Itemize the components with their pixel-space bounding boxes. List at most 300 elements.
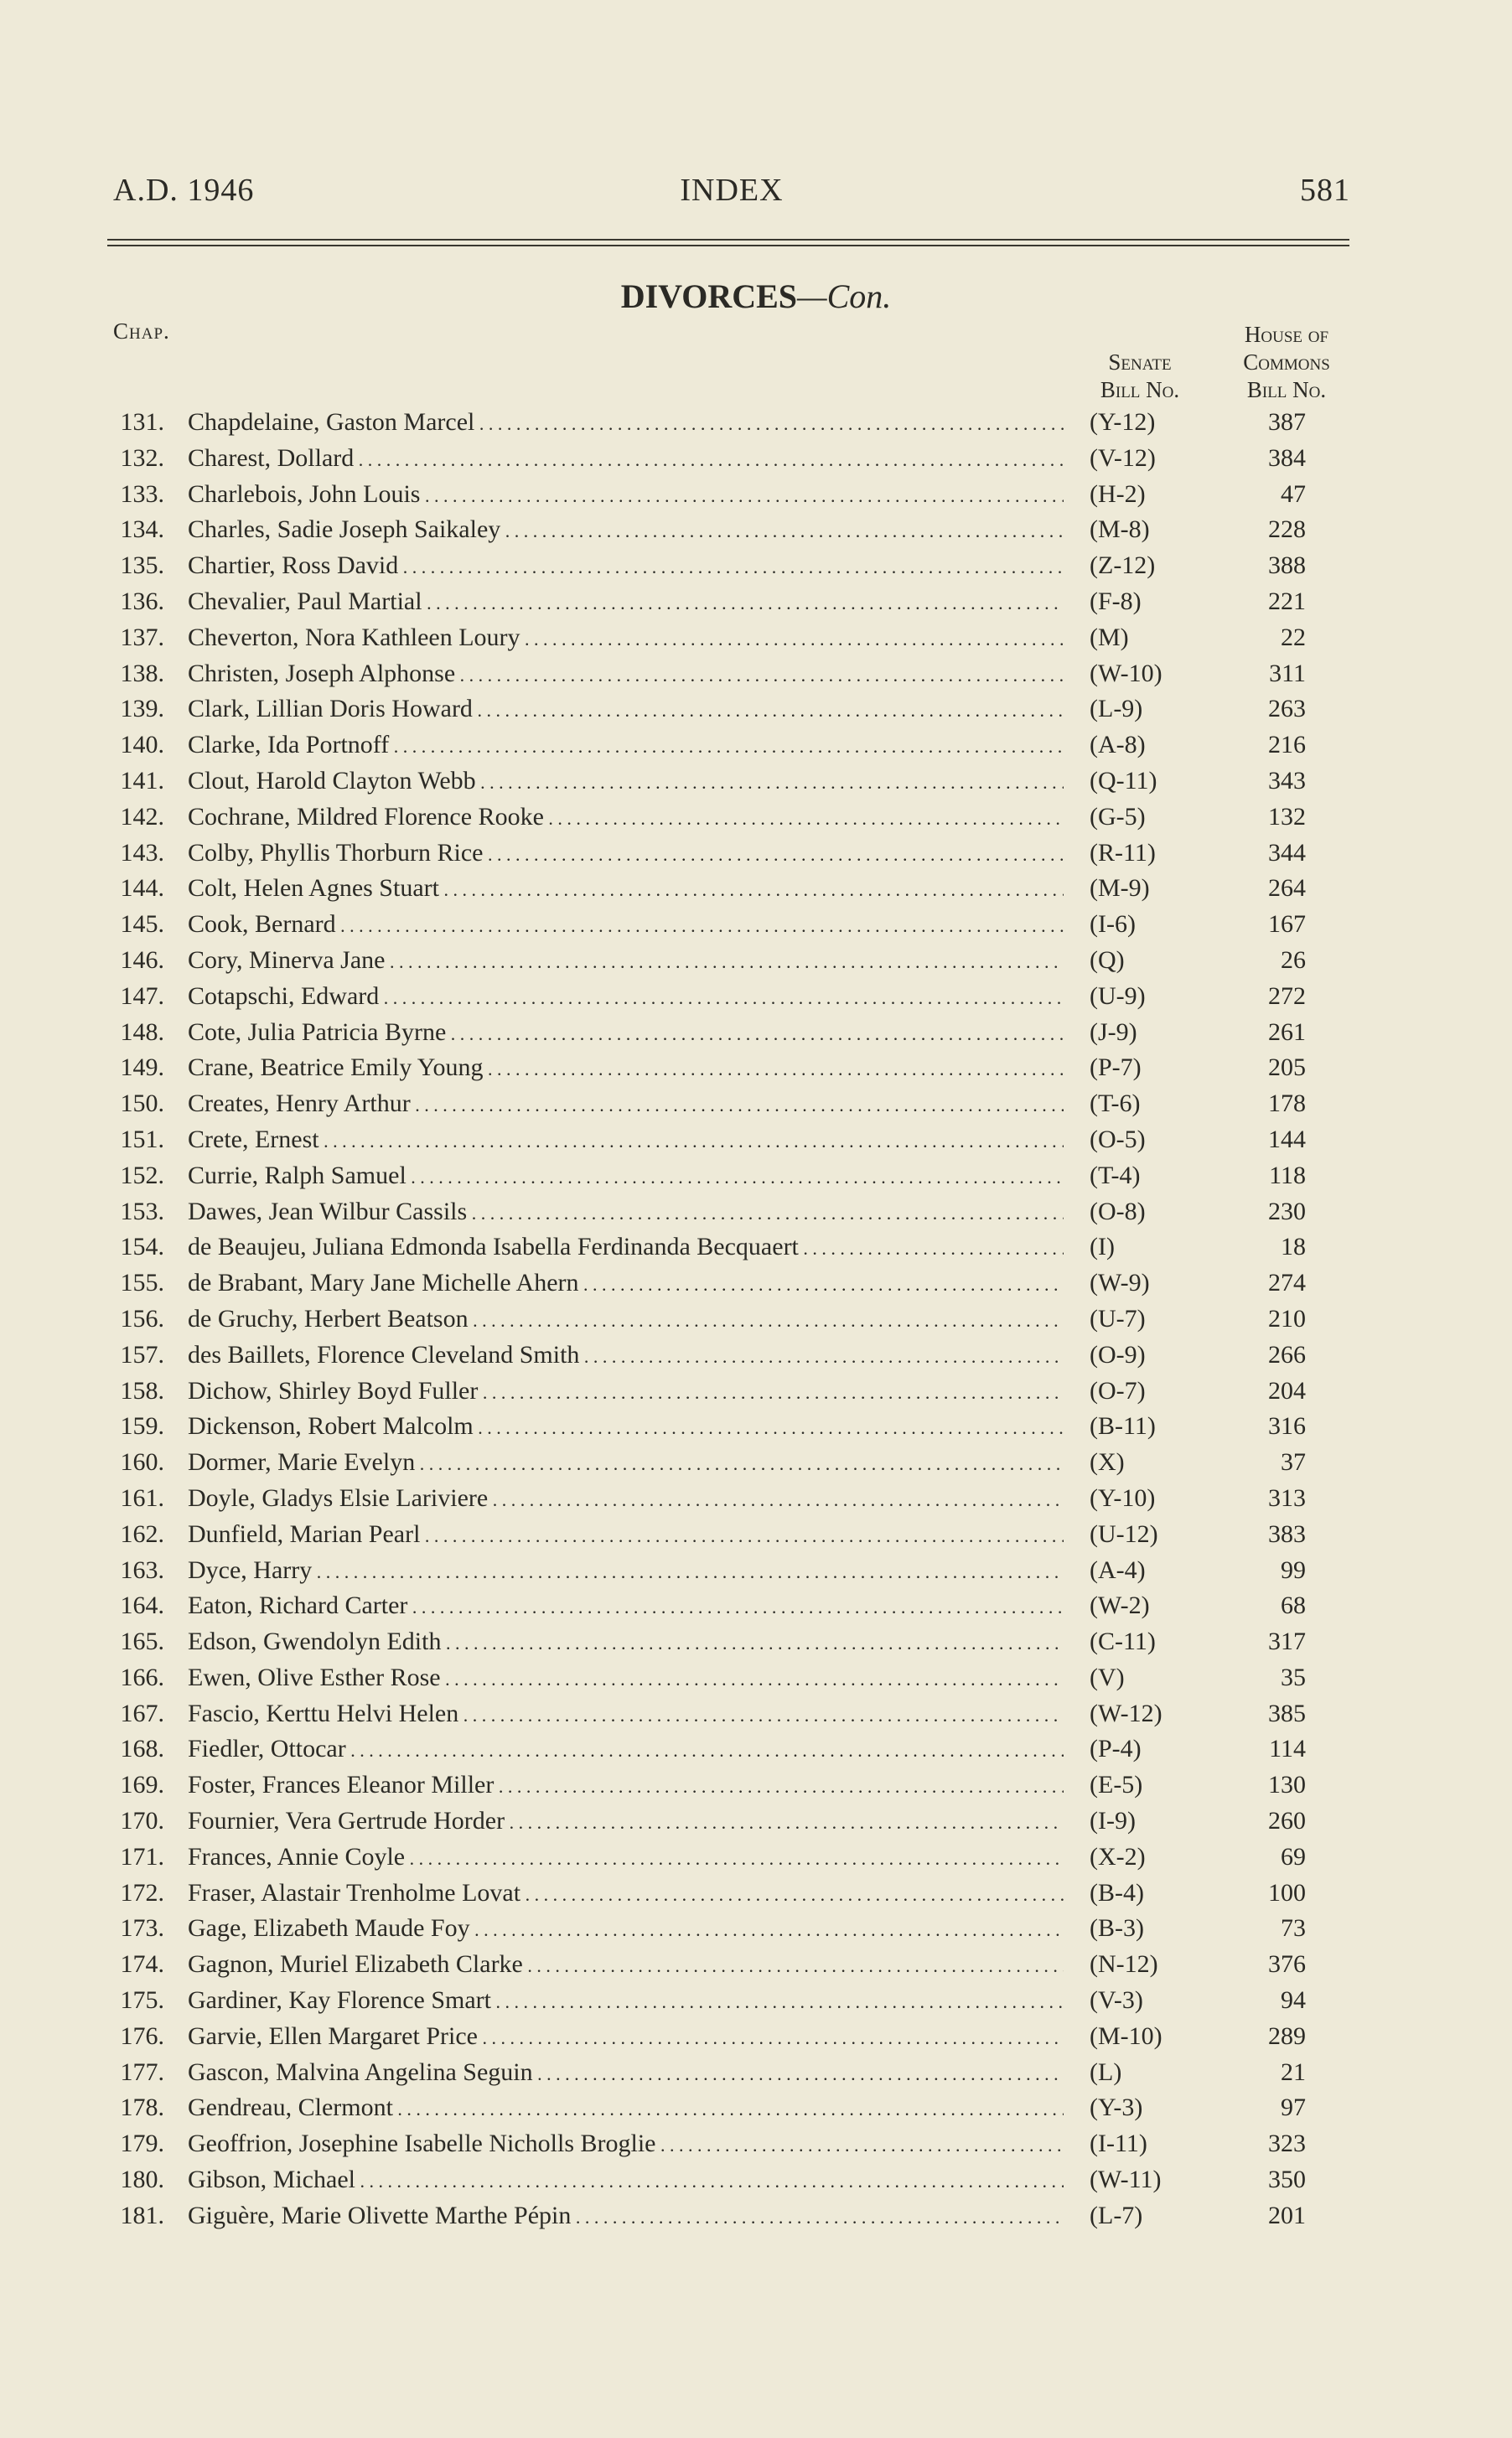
chapter-number: 157. bbox=[120, 1340, 164, 1369]
chapter-number: 154. bbox=[120, 1233, 164, 1261]
person-name bbox=[188, 2090, 1064, 2127]
index-row bbox=[0, 1338, 1512, 1374]
chapter-number: 178. bbox=[120, 2094, 164, 2122]
person-name-text: Charest, Dollard bbox=[188, 443, 355, 472]
senate-bill-number: (X-2) bbox=[1090, 1842, 1146, 1871]
senate-bill-number: (J-9) bbox=[1090, 1017, 1137, 1046]
index-row bbox=[0, 1050, 1512, 1086]
person-name-text: Eaton, Richard Carter bbox=[188, 1592, 408, 1620]
index-row bbox=[0, 2090, 1512, 2126]
person-name bbox=[188, 691, 1064, 728]
senate-bill-number: (P-4) bbox=[1090, 1735, 1142, 1763]
chapter-number: 158. bbox=[120, 1376, 164, 1405]
person-name-text: Dawes, Jean Wilbur Cassils bbox=[188, 1197, 468, 1225]
person-name bbox=[188, 1229, 1064, 1266]
senate-bill-number: (O-7) bbox=[1090, 1376, 1146, 1405]
person-name-text: Crane, Beatrice Emily Young bbox=[188, 1053, 484, 1082]
person-name bbox=[188, 1374, 1064, 1411]
senate-header-line2: Bill No. bbox=[1100, 377, 1180, 402]
index-row bbox=[0, 1804, 1512, 1840]
divorce-index-list bbox=[0, 405, 1512, 2234]
house-bill-number: 343 bbox=[1268, 766, 1306, 795]
senate-bill-number: (U-9) bbox=[1090, 981, 1146, 1010]
person-name-text: Geoffrion, Josephine Isabelle Nicholls Broglie bbox=[188, 2130, 656, 2158]
person-name bbox=[188, 477, 1064, 514]
person-name-text: Gardiner, Kay Florence Smart bbox=[188, 1986, 492, 2015]
index-row bbox=[0, 2126, 1512, 2162]
person-name bbox=[188, 1338, 1064, 1374]
person-name-text: Foster, Frances Eleanor Miller bbox=[188, 1771, 495, 1799]
person-name-text: Creates, Henry Arthur bbox=[188, 1090, 411, 1118]
header-year: A.D. 1946 bbox=[113, 173, 255, 208]
senate-bill-number: (C-11) bbox=[1090, 1628, 1156, 1656]
person-name bbox=[188, 1731, 1064, 1768]
person-name-text: Fiedler, Ottocar bbox=[188, 1735, 346, 1763]
person-name-text: Currie, Ralph Samuel bbox=[188, 1161, 406, 1189]
senate-header-line1: Senate bbox=[1108, 349, 1172, 375]
senate-bill-number: (T-4) bbox=[1090, 1161, 1141, 1189]
page-header bbox=[113, 172, 1350, 222]
chapter-number: 176. bbox=[120, 2021, 164, 2050]
house-column-header bbox=[1207, 321, 1366, 404]
senate-bill-number: (Z-12) bbox=[1090, 551, 1156, 580]
index-row bbox=[0, 1768, 1512, 1804]
index-row bbox=[0, 1194, 1512, 1230]
senate-bill-number: (B-4) bbox=[1090, 1878, 1144, 1907]
senate-bill-number: (L) bbox=[1090, 2058, 1122, 2086]
index-row bbox=[0, 548, 1512, 584]
person-name bbox=[188, 907, 1064, 944]
house-bill-number: 272 bbox=[1268, 981, 1306, 1010]
house-bill-number: 99 bbox=[1281, 1555, 1306, 1584]
house-header-line2: Commons bbox=[1243, 349, 1330, 375]
person-name-text: Dunfield, Marian Pearl bbox=[188, 1519, 421, 1548]
senate-bill-number: (G-5) bbox=[1090, 802, 1146, 831]
person-name-text: Cochrane, Mildred Florence Rooke bbox=[188, 802, 544, 831]
chapter-number: 143. bbox=[120, 838, 164, 867]
house-bill-number: 383 bbox=[1268, 1519, 1306, 1548]
house-bill-number: 344 bbox=[1268, 838, 1306, 867]
person-name bbox=[188, 871, 1064, 908]
chapter-number: 139. bbox=[120, 695, 164, 723]
person-name-text: Dickenson, Robert Malcolm bbox=[188, 1412, 474, 1441]
person-name-text: Edson, Gwendolyn Edith bbox=[188, 1628, 442, 1656]
index-row bbox=[0, 1409, 1512, 1445]
index-row bbox=[0, 763, 1512, 800]
index-row bbox=[0, 1158, 1512, 1194]
senate-bill-number: (V) bbox=[1090, 1663, 1125, 1691]
index-row bbox=[0, 2162, 1512, 2198]
person-name-text: Cote, Julia Patricia Byrne bbox=[188, 1017, 447, 1046]
senate-bill-number: (L-9) bbox=[1090, 695, 1143, 723]
chapter-number: 153. bbox=[120, 1197, 164, 1225]
house-bill-number: 22 bbox=[1281, 623, 1306, 651]
person-name-text: Dichow, Shirley Boyd Fuller bbox=[188, 1376, 479, 1405]
house-bill-number: 264 bbox=[1268, 874, 1306, 903]
index-row bbox=[0, 2055, 1512, 2091]
person-name bbox=[188, 1768, 1064, 1804]
senate-column-header bbox=[1069, 349, 1211, 404]
house-bill-number: 26 bbox=[1281, 945, 1306, 974]
house-bill-number: 274 bbox=[1268, 1269, 1306, 1297]
index-row bbox=[0, 2019, 1512, 2055]
person-name-text: Fournier, Vera Gertrude Horder bbox=[188, 1807, 505, 1835]
index-row bbox=[0, 477, 1512, 513]
senate-bill-number: (B-11) bbox=[1090, 1412, 1156, 1441]
senate-bill-number: (U-12) bbox=[1090, 1519, 1158, 1548]
chap-column-header: Chap. bbox=[113, 318, 170, 344]
person-name-text: Clarke, Ida Portnoff bbox=[188, 731, 390, 759]
house-bill-number: 94 bbox=[1281, 1986, 1306, 2015]
index-row bbox=[0, 1983, 1512, 2019]
house-header-line1: House of bbox=[1244, 322, 1329, 347]
index-row bbox=[0, 1122, 1512, 1158]
chapter-number: 145. bbox=[120, 910, 164, 939]
chapter-number: 174. bbox=[120, 1950, 164, 1979]
house-bill-number: 221 bbox=[1268, 587, 1306, 615]
chapter-number: 136. bbox=[120, 587, 164, 615]
section-title-main: DIVORCES bbox=[620, 277, 798, 315]
person-name-text: Frances, Annie Coyle bbox=[188, 1842, 406, 1871]
person-name bbox=[188, 2126, 1064, 2163]
person-name bbox=[188, 1947, 1064, 1984]
person-name-text: Charles, Sadie Joseph Saikaley bbox=[188, 515, 501, 544]
person-name-text: Clark, Lillian Doris Howard bbox=[188, 695, 473, 723]
index-row bbox=[0, 620, 1512, 656]
chapter-number: 152. bbox=[120, 1161, 164, 1189]
person-name bbox=[188, 1588, 1064, 1625]
person-name-text: Cory, Minerva Jane bbox=[188, 945, 386, 974]
index-row bbox=[0, 1660, 1512, 1696]
chapter-number: 149. bbox=[120, 1053, 164, 1082]
senate-bill-number: (M) bbox=[1090, 623, 1129, 651]
person-name-text: de Gruchy, Herbert Beatson bbox=[188, 1304, 469, 1333]
senate-bill-number: (I) bbox=[1090, 1233, 1115, 1261]
chapter-number: 166. bbox=[120, 1663, 164, 1691]
senate-bill-number: (W-9) bbox=[1090, 1269, 1150, 1297]
index-row bbox=[0, 1553, 1512, 1589]
person-name bbox=[188, 1696, 1064, 1733]
chapter-number: 167. bbox=[120, 1699, 164, 1727]
index-row bbox=[0, 907, 1512, 943]
chapter-number: 155. bbox=[120, 1269, 164, 1297]
person-name-text: Gibson, Michael bbox=[188, 2166, 355, 2194]
person-name-text: Cotapschi, Edward bbox=[188, 981, 380, 1010]
house-bill-number: 204 bbox=[1268, 1376, 1306, 1405]
index-row bbox=[0, 691, 1512, 727]
house-bill-number: 178 bbox=[1268, 1090, 1306, 1118]
chapter-number: 137. bbox=[120, 623, 164, 651]
person-name-text: Giguère, Marie Olivette Marthe Pépin bbox=[188, 2201, 572, 2229]
senate-bill-number: (Y-10) bbox=[1090, 1483, 1156, 1512]
page-number: 581 bbox=[1300, 173, 1350, 208]
chapter-number: 175. bbox=[120, 1986, 164, 2015]
person-name-text: Charlebois, John Louis bbox=[188, 479, 421, 508]
chapter-number: 150. bbox=[120, 1090, 164, 1118]
chapter-number: 164. bbox=[120, 1592, 164, 1620]
senate-bill-number: (O-5) bbox=[1090, 1125, 1146, 1153]
index-row bbox=[0, 836, 1512, 872]
person-name bbox=[188, 1517, 1064, 1554]
section-title bbox=[0, 277, 1512, 316]
person-name bbox=[188, 1409, 1064, 1446]
senate-bill-number: (V-12) bbox=[1090, 443, 1156, 472]
person-name bbox=[188, 1122, 1064, 1159]
person-name bbox=[188, 1481, 1064, 1518]
house-bill-number: 260 bbox=[1268, 1807, 1306, 1835]
person-name bbox=[188, 2198, 1064, 2235]
senate-bill-number: (A-8) bbox=[1090, 731, 1146, 759]
person-name bbox=[188, 1983, 1064, 2020]
senate-bill-number: (P-7) bbox=[1090, 1053, 1142, 1082]
index-row bbox=[0, 1015, 1512, 1051]
person-name bbox=[188, 1015, 1064, 1052]
senate-bill-number: (Q-11) bbox=[1090, 766, 1157, 795]
house-bill-number: 317 bbox=[1268, 1628, 1306, 1656]
index-row bbox=[0, 1302, 1512, 1338]
house-bill-number: 388 bbox=[1268, 551, 1306, 580]
house-bill-number: 384 bbox=[1268, 443, 1306, 472]
person-name bbox=[188, 836, 1064, 872]
person-name bbox=[188, 656, 1064, 693]
senate-bill-number: (O-8) bbox=[1090, 1197, 1146, 1225]
person-name bbox=[188, 1876, 1064, 1913]
person-name-text: Chevalier, Paul Martial bbox=[188, 587, 422, 615]
person-name-text: de Brabant, Mary Jane Michelle Ahern bbox=[188, 1269, 579, 1297]
person-name bbox=[188, 943, 1064, 980]
senate-bill-number: (U-7) bbox=[1090, 1304, 1146, 1333]
chapter-number: 180. bbox=[120, 2166, 164, 2194]
house-bill-number: 97 bbox=[1281, 2094, 1306, 2122]
chapter-number: 135. bbox=[120, 551, 164, 580]
senate-bill-number: (A-4) bbox=[1090, 1555, 1146, 1584]
person-name-text: Gascon, Malvina Angelina Seguin bbox=[188, 2058, 533, 2086]
person-name bbox=[188, 1553, 1064, 1590]
chapter-number: 132. bbox=[120, 443, 164, 472]
index-row bbox=[0, 1374, 1512, 1410]
chapter-number: 159. bbox=[120, 1412, 164, 1441]
house-bill-number: 350 bbox=[1268, 2166, 1306, 2194]
house-bill-number: 144 bbox=[1268, 1125, 1306, 1153]
index-row bbox=[0, 1229, 1512, 1266]
house-bill-number: 35 bbox=[1281, 1663, 1306, 1691]
senate-bill-number: (N-12) bbox=[1090, 1950, 1158, 1979]
person-name bbox=[188, 1804, 1064, 1840]
senate-bill-number: (W-2) bbox=[1090, 1592, 1150, 1620]
chapter-number: 131. bbox=[120, 408, 164, 436]
house-bill-number: 118 bbox=[1269, 1161, 1306, 1189]
index-row bbox=[0, 1696, 1512, 1732]
index-row bbox=[0, 1588, 1512, 1624]
senate-bill-number: (L-7) bbox=[1090, 2201, 1143, 2229]
chapter-number: 142. bbox=[120, 802, 164, 831]
person-name-text: Clout, Harold Clayton Webb bbox=[188, 766, 476, 795]
person-name bbox=[188, 584, 1064, 621]
person-name bbox=[188, 405, 1064, 442]
index-row bbox=[0, 800, 1512, 836]
person-name bbox=[188, 1194, 1064, 1231]
house-bill-number: 376 bbox=[1268, 1950, 1306, 1979]
house-bill-number: 387 bbox=[1268, 408, 1306, 436]
index-row bbox=[0, 1445, 1512, 1481]
person-name-text: Fascio, Kerttu Helvi Helen bbox=[188, 1699, 459, 1727]
index-row bbox=[0, 512, 1512, 548]
senate-bill-number: (H-2) bbox=[1090, 479, 1146, 508]
house-bill-number: 210 bbox=[1268, 1304, 1306, 1333]
person-name-text: Chartier, Ross David bbox=[188, 551, 399, 580]
chapter-number: 177. bbox=[120, 2058, 164, 2086]
index-row bbox=[0, 1481, 1512, 1517]
house-bill-number: 261 bbox=[1268, 1017, 1306, 1046]
senate-bill-number: (R-11) bbox=[1090, 838, 1156, 867]
chapter-number: 181. bbox=[120, 2201, 164, 2229]
chapter-number: 162. bbox=[120, 1519, 164, 1548]
index-row bbox=[0, 441, 1512, 477]
person-name-text: Chapdelaine, Gaston Marcel bbox=[188, 408, 475, 436]
person-name-text: Gagnon, Muriel Elizabeth Clarke bbox=[188, 1950, 523, 1979]
person-name-text: Christen, Joseph Alphonse bbox=[188, 659, 456, 687]
chapter-number: 165. bbox=[120, 1628, 164, 1656]
index-row bbox=[0, 1876, 1512, 1912]
senate-bill-number: (W-11) bbox=[1090, 2166, 1162, 2194]
house-bill-number: 316 bbox=[1268, 1412, 1306, 1441]
person-name-text: des Baillets, Florence Cleveland Smith bbox=[188, 1340, 580, 1369]
chapter-number: 161. bbox=[120, 1483, 164, 1512]
person-name-text: Cook, Bernard bbox=[188, 910, 336, 939]
senate-bill-number: (M-8) bbox=[1090, 515, 1150, 544]
chapter-number: 146. bbox=[120, 945, 164, 974]
person-name bbox=[188, 1624, 1064, 1661]
chapter-number: 168. bbox=[120, 1735, 164, 1763]
senate-bill-number: (B-3) bbox=[1090, 1914, 1144, 1943]
person-name bbox=[188, 727, 1064, 764]
house-bill-number: 216 bbox=[1268, 731, 1306, 759]
person-name bbox=[188, 979, 1064, 1016]
chapter-number: 156. bbox=[120, 1304, 164, 1333]
person-name bbox=[188, 548, 1064, 585]
person-name bbox=[188, 763, 1064, 800]
senate-bill-number: (X) bbox=[1090, 1448, 1125, 1477]
person-name-text: Dyce, Harry bbox=[188, 1555, 313, 1584]
person-name bbox=[188, 800, 1064, 836]
senate-bill-number: (T-6) bbox=[1090, 1090, 1141, 1118]
person-name-text: de Beaujeu, Juliana Edmonda Isabella Ferdinanda Becquaert bbox=[188, 1233, 799, 1261]
index-row bbox=[0, 871, 1512, 907]
chapter-number: 148. bbox=[120, 1017, 164, 1046]
house-bill-number: 18 bbox=[1281, 1233, 1306, 1261]
senate-bill-number: (F-8) bbox=[1090, 587, 1142, 615]
house-bill-number: 205 bbox=[1268, 1053, 1306, 1082]
house-bill-number: 132 bbox=[1268, 802, 1306, 831]
house-bill-number: 385 bbox=[1268, 1699, 1306, 1727]
person-name bbox=[188, 2162, 1064, 2199]
person-name-text: Gendreau, Clermont bbox=[188, 2094, 393, 2122]
senate-bill-number: (W-12) bbox=[1090, 1699, 1162, 1727]
person-name bbox=[188, 1302, 1064, 1338]
chapter-number: 171. bbox=[120, 1842, 164, 1871]
house-bill-number: 266 bbox=[1268, 1340, 1306, 1369]
senate-bill-number: (M-10) bbox=[1090, 2021, 1162, 2050]
house-bill-number: 201 bbox=[1268, 2201, 1306, 2229]
chapter-number: 173. bbox=[120, 1914, 164, 1943]
house-bill-number: 313 bbox=[1268, 1483, 1306, 1512]
chapter-number: 170. bbox=[120, 1807, 164, 1835]
chapter-number: 140. bbox=[120, 731, 164, 759]
index-row bbox=[0, 1911, 1512, 1947]
chapter-number: 169. bbox=[120, 1771, 164, 1799]
person-name bbox=[188, 1660, 1064, 1697]
person-name bbox=[188, 512, 1064, 549]
person-name-text: Gage, Elizabeth Maude Foy bbox=[188, 1914, 470, 1943]
house-bill-number: 228 bbox=[1268, 515, 1306, 544]
chapter-number: 147. bbox=[120, 981, 164, 1010]
house-bill-number: 68 bbox=[1281, 1592, 1306, 1620]
house-bill-number: 69 bbox=[1281, 1842, 1306, 1871]
index-row bbox=[0, 727, 1512, 763]
house-bill-number: 100 bbox=[1268, 1878, 1306, 1907]
house-bill-number: 37 bbox=[1281, 1448, 1306, 1477]
person-name-text: Doyle, Gladys Elsie Lariviere bbox=[188, 1483, 489, 1512]
person-name bbox=[188, 2055, 1064, 2092]
person-name-text: Crete, Ernest bbox=[188, 1125, 319, 1153]
header-rule-top bbox=[107, 239, 1349, 241]
index-row bbox=[0, 2198, 1512, 2234]
person-name bbox=[188, 1086, 1064, 1123]
house-bill-number: 114 bbox=[1269, 1735, 1306, 1763]
person-name-text: Fraser, Alastair Trenholme Lovat bbox=[188, 1878, 521, 1907]
senate-bill-number: (O-9) bbox=[1090, 1340, 1146, 1369]
index-row bbox=[0, 1947, 1512, 1983]
person-name-text: Dormer, Marie Evelyn bbox=[188, 1448, 416, 1477]
senate-bill-number: (W-10) bbox=[1090, 659, 1162, 687]
person-name bbox=[188, 1445, 1064, 1482]
chapter-number: 144. bbox=[120, 874, 164, 903]
senate-bill-number: (I-9) bbox=[1090, 1807, 1136, 1835]
person-name bbox=[188, 1840, 1064, 1876]
index-row bbox=[0, 1840, 1512, 1876]
person-name-text: Cheverton, Nora Kathleen Loury bbox=[188, 623, 520, 651]
house-bill-number: 230 bbox=[1268, 1197, 1306, 1225]
person-name-text: Colt, Helen Agnes Stuart bbox=[188, 874, 439, 903]
section-title-suffix: —Con. bbox=[797, 277, 892, 315]
header-title: INDEX bbox=[680, 173, 784, 208]
chapter-number: 163. bbox=[120, 1555, 164, 1584]
house-bill-number: 311 bbox=[1269, 659, 1306, 687]
house-bill-number: 73 bbox=[1281, 1914, 1306, 1943]
index-row bbox=[0, 943, 1512, 979]
house-bill-number: 47 bbox=[1281, 479, 1306, 508]
person-name-text: Colby, Phyllis Thorburn Rice bbox=[188, 838, 484, 867]
senate-bill-number: (E-5) bbox=[1090, 1771, 1143, 1799]
chapter-number: 133. bbox=[120, 479, 164, 508]
chapter-number: 134. bbox=[120, 515, 164, 544]
house-bill-number: 130 bbox=[1268, 1771, 1306, 1799]
house-bill-number: 21 bbox=[1281, 2058, 1306, 2086]
index-row bbox=[0, 584, 1512, 620]
house-bill-number: 323 bbox=[1268, 2130, 1306, 2158]
house-bill-number: 289 bbox=[1268, 2021, 1306, 2050]
index-row bbox=[0, 656, 1512, 692]
person-name bbox=[188, 1266, 1064, 1302]
senate-bill-number: (V-3) bbox=[1090, 1986, 1143, 2015]
chapter-number: 172. bbox=[120, 1878, 164, 1907]
house-header-line3: Bill No. bbox=[1246, 377, 1327, 402]
header-rule-bottom bbox=[107, 245, 1349, 246]
chapter-number: 138. bbox=[120, 659, 164, 687]
senate-bill-number: (Q) bbox=[1090, 945, 1125, 974]
person-name bbox=[188, 2019, 1064, 2056]
person-name bbox=[188, 1050, 1064, 1087]
